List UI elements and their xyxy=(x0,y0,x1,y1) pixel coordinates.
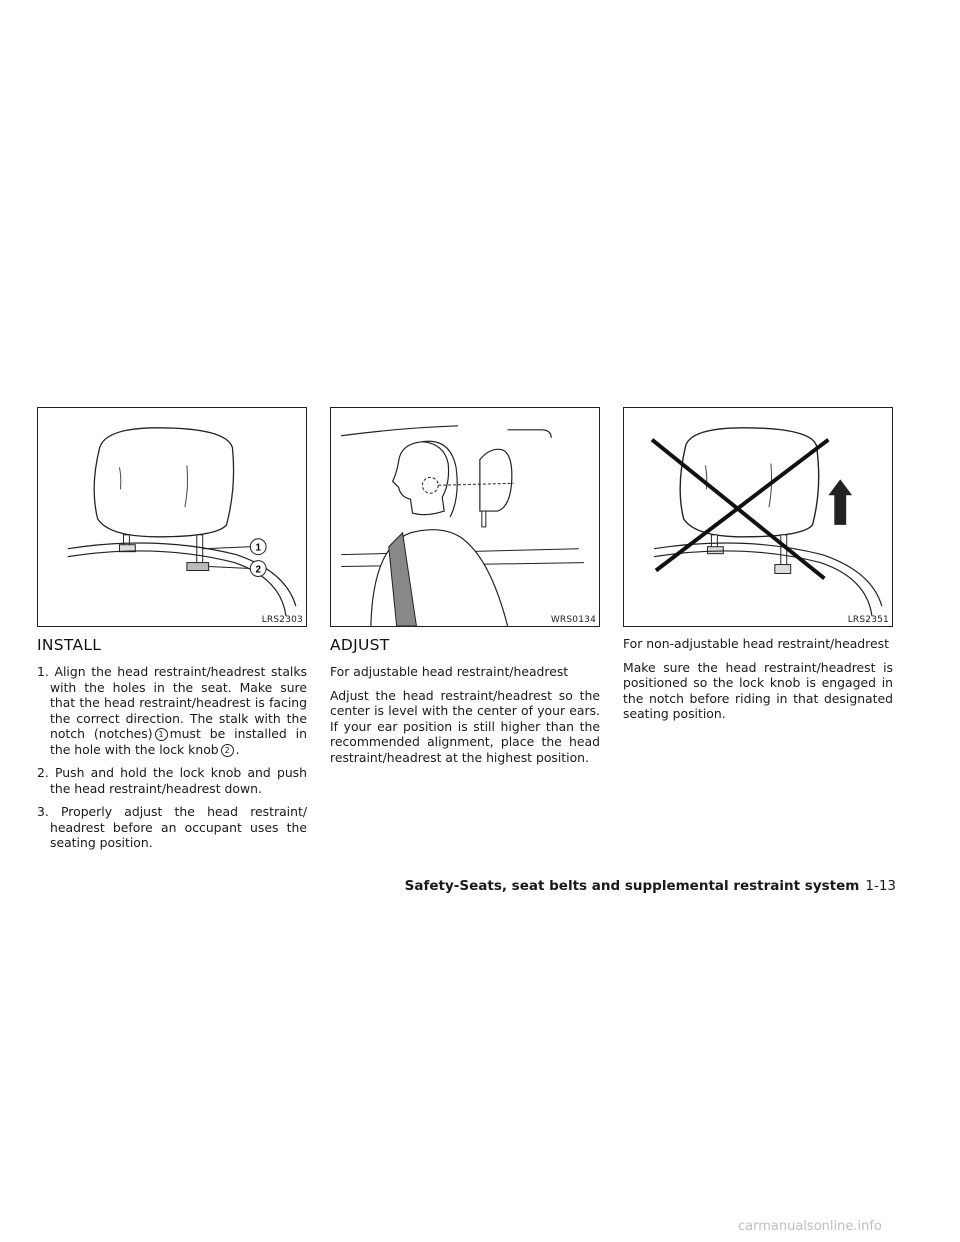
watermark: carmanualsonline.info xyxy=(738,1219,882,1234)
figure-code: WRS0134 xyxy=(550,615,596,625)
footer-title: Safety-Seats, seat belts and supplemental restraint system xyxy=(404,878,860,894)
figure-install xyxy=(37,407,307,627)
adjust-heading: ADJUST xyxy=(330,636,390,654)
headrest-incorrect-illustration xyxy=(624,408,892,626)
nonadjust-column xyxy=(623,636,893,730)
callout-2: 2 xyxy=(255,564,261,576)
occupant-headrest-illustration xyxy=(331,408,599,626)
step-1-end: . xyxy=(235,741,240,757)
figure-adjust xyxy=(330,407,600,627)
step-1-text: 1. Align the head restraint/headrest stalks with the holes in the seat. Make sure that the head restraint/headrest is facing the correct direction. The stalk with the notch (notches) xyxy=(37,664,307,741)
install-heading: INSTALL xyxy=(37,636,102,654)
ref-2-icon: 2 xyxy=(221,744,234,757)
headrest-install-illustration xyxy=(38,408,306,626)
page-footer xyxy=(405,878,896,894)
install-step-2: 2. Push and hold the lock knob and push the head restraint/headrest down. xyxy=(37,765,307,796)
adjust-subhead: For adjustable head restraint/headrest xyxy=(330,664,569,679)
adjust-column xyxy=(330,636,600,773)
page-number: 1-13 xyxy=(865,878,896,894)
figure-nonadjust xyxy=(623,407,893,627)
step-1-text-cont: must be installed in the hole with the lock knob xyxy=(50,726,307,757)
install-step-3: 3. Properly adjust the head restraint/ headrest before an occupant uses the seating position. xyxy=(37,804,307,850)
callout-1: 1 xyxy=(255,542,261,554)
figure-code: LRS2303 xyxy=(261,615,303,625)
install-column xyxy=(37,636,307,859)
figure-code: LRS2351 xyxy=(847,615,889,625)
ref-1-icon: 1 xyxy=(155,728,168,741)
adjust-body: Adjust the head restraint/headrest so the center is level with the center of your ears. If your ear position is still higher than the recommended alignment, place the head restraint/headrest at the highest position. xyxy=(330,687,600,765)
nonadjust-subhead: For non-adjustable head restraint/headrest xyxy=(623,636,889,651)
install-step-1 xyxy=(37,664,307,757)
nonadjust-body: Make sure the head restraint/headrest is positioned so the lock knob is engaged in the notch before riding in that designated seating position. xyxy=(623,659,893,721)
